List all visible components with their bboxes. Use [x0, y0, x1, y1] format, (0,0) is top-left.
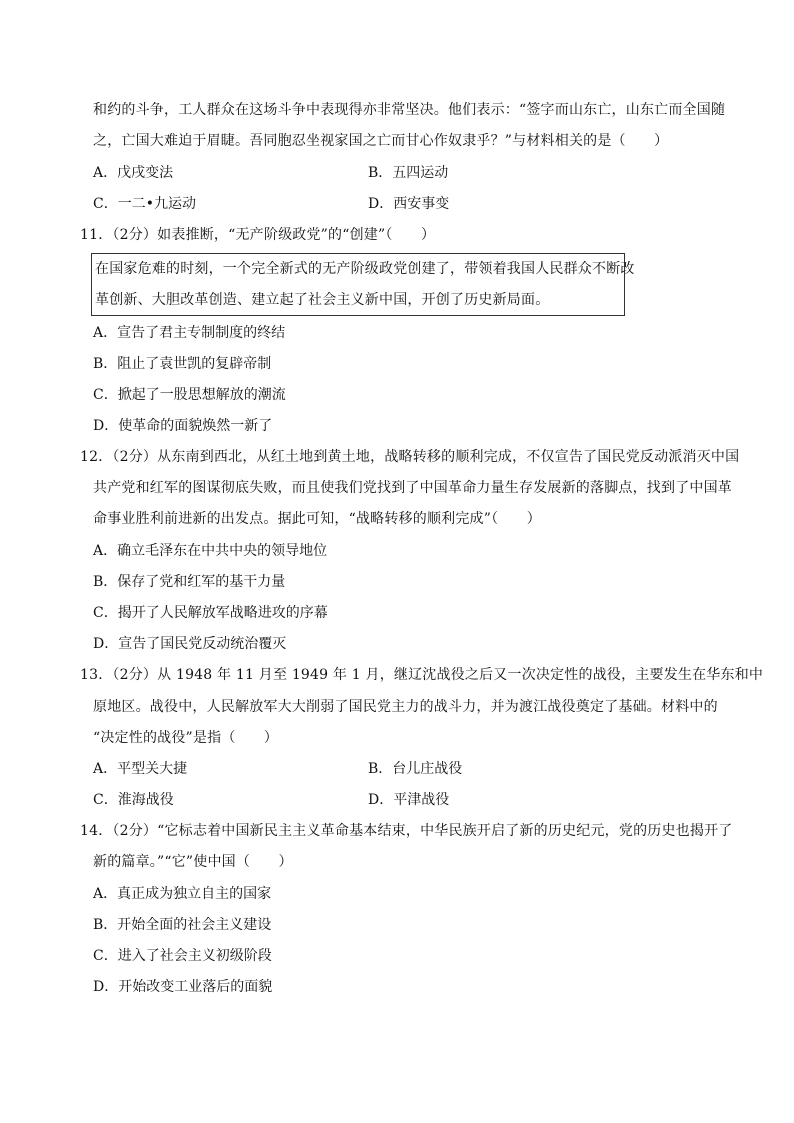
- q10-option-d[interactable]: D．西安事变: [368, 196, 450, 212]
- q10-option-a[interactable]: A．戊戌变法: [93, 165, 174, 181]
- q12-option-b[interactable]: B．保存了党和红军的基干力量: [93, 574, 286, 590]
- q14-option-d[interactable]: D．开始改变工业落后的面貌: [93, 979, 273, 995]
- q14-stem-line1: 14．（2分）“它标志着中国新民主主义革命基本结束，中华民族开启了新的历史纪元，党的历史也揭开了: [80, 823, 733, 839]
- q13-option-a[interactable]: A．平型关大捷: [93, 761, 188, 777]
- q11-material-line2: 革创新、大胆改革创造、建立起了社会主义新中国，开创了历史新局面。: [95, 292, 550, 308]
- q13-stem-line2: 原地区。战役中，人民解放军大大削弱了国民党主力的战斗力，并为渡江战役奠定了基础。材料中的: [93, 699, 718, 715]
- q14-option-a[interactable]: A．真正成为独立自主的国家: [93, 886, 272, 902]
- q13-stem-line1: 13．（2分）从 1948 年 11 月至 1949 年 1 月，继辽沈战役之后又一次决定性的战役，主要发生在华东和中: [80, 667, 764, 683]
- q10-stem-line2: 之，亡国大难迫于眉睫。吾同胞忍坐视家国之亡而甘心作奴隶乎？”与材料相关的是（ ）: [93, 133, 669, 149]
- q13-option-b[interactable]: B．台儿庄战役: [368, 761, 463, 777]
- q13-option-c[interactable]: C．淮海战役: [93, 792, 174, 808]
- q14-option-b[interactable]: B．开始全面的社会主义建设: [93, 917, 272, 933]
- q13-option-d[interactable]: D．平津战役: [368, 792, 450, 808]
- q11-stem: 11．（2分）如表推断，“无产阶级政党”的“创建”（ ）: [80, 227, 436, 243]
- q11-option-b[interactable]: B．阻止了袁世凯的复辟帝制: [93, 356, 272, 372]
- q11-option-d[interactable]: D．使革命的面貌焕然一新了: [93, 418, 273, 434]
- q10-stem-line1: 和约的斗争，工人群众在这场斗争中表现得亦非常坚决。他们表示：“签字而山东亡，山东亡而全国随: [93, 102, 726, 118]
- q12-option-c[interactable]: C．揭开了人民解放军战略进攻的序幕: [93, 605, 328, 621]
- q11-option-a[interactable]: A．宣告了君主专制制度的终结: [93, 325, 286, 341]
- q12-stem-line2: 共产党和红军的图谋彻底失败，而且使我们党找到了中国革命力量生存发展新的落脚点，找到了中国革: [93, 480, 732, 496]
- q14-stem-line2: 新的篇章。”“它”使中国（ ）: [93, 854, 293, 870]
- q12-stem-line1: 12．（2分）从东南到西北，从红土地到黄土地，战略转移的顺利完成，不仅宣告了国民党反动派消灭中国: [80, 449, 740, 465]
- q11-material-box: [91, 253, 635, 316]
- q13-stem-line3: “决定性的战役”是指（ ）: [93, 730, 279, 746]
- q11-option-c[interactable]: C．掀起了一股思想解放的潮流: [93, 387, 286, 403]
- q14-option-c[interactable]: C．进入了社会主义初级阶段: [93, 948, 272, 964]
- q10-option-b[interactable]: B．五四运动: [368, 165, 449, 181]
- q10-option-c[interactable]: C．一二•九运动: [93, 196, 196, 212]
- q12-stem-line3: 命事业胜利前进新的出发点。据此可知，“战略转移的顺利完成”（ ）: [93, 511, 541, 527]
- q12-option-a[interactable]: A．确立毛泽东在中共中央的领导地位: [93, 543, 328, 559]
- q12-option-d[interactable]: D．宣告了国民党反动统治覆灭: [93, 636, 287, 652]
- q11-material-line1: 在国家危难的时刻，一个完全新式的无产阶级政党创建了，带领着我国人民群众不断改: [95, 261, 635, 277]
